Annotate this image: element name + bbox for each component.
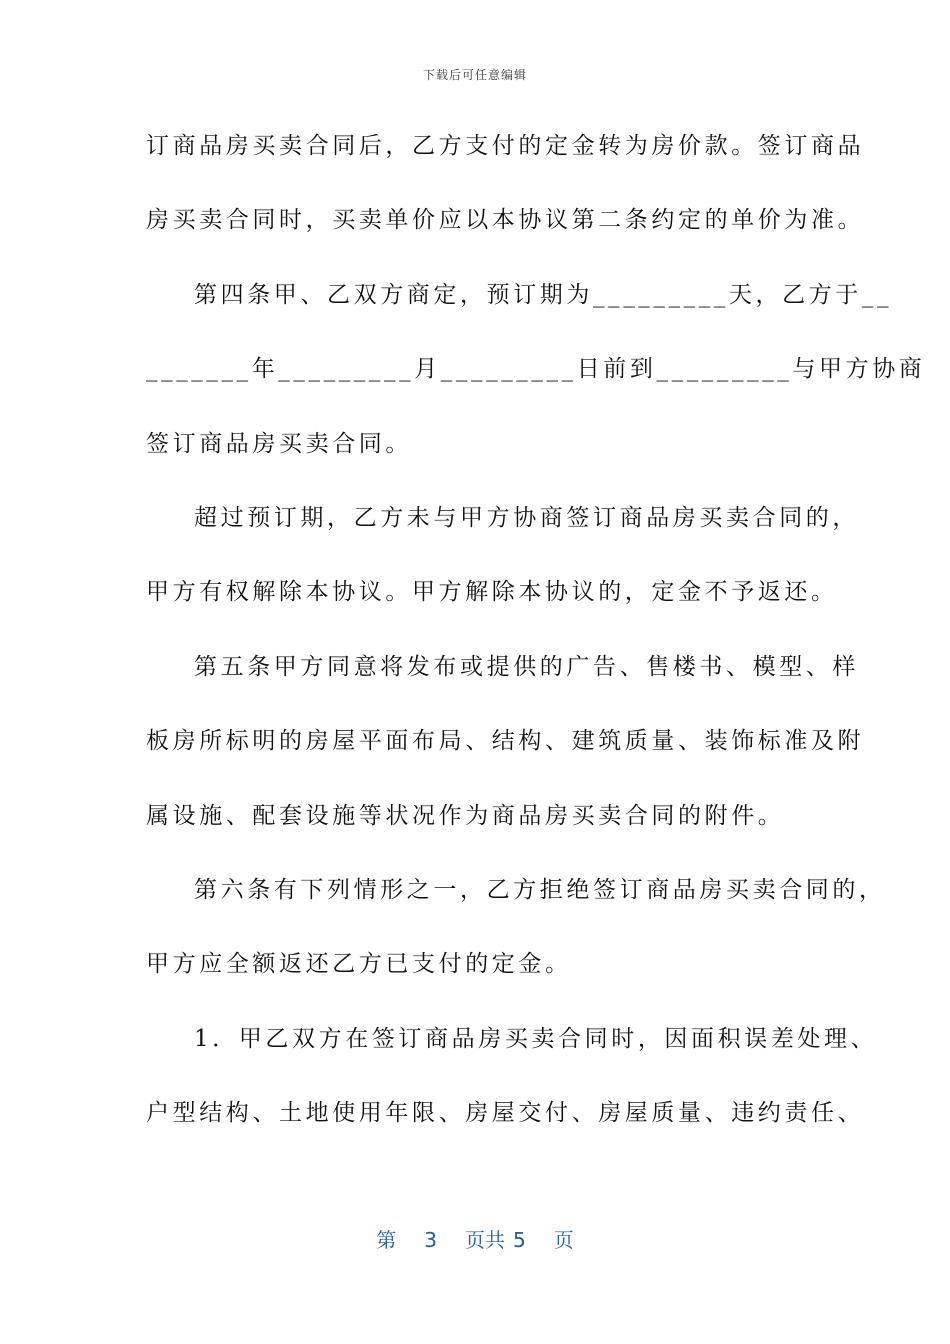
- text-line: 户型结构、土地使用年限、房屋交付、房屋质量、违约责任、: [146, 1100, 865, 1127]
- text-line: 超过预订期，乙方未与甲方协商签订商品房买卖合同的，: [194, 504, 859, 531]
- footer-middle: 页共: [465, 1228, 505, 1252]
- text-line: 签订商品房买卖合同。: [146, 430, 412, 457]
- text-line: 甲方有权解除本协议。甲方解除本协议的，定金不予返还。: [146, 579, 838, 606]
- text-line: 第四条甲、乙双方商定，预订期为_________天，乙方于__: [194, 281, 893, 308]
- footer-total-pages: 5: [513, 1228, 526, 1252]
- page-header: 下载后可任意编辑: [422, 68, 527, 82]
- text-line: 甲方应全额返还乙方已支付的定金。: [146, 951, 572, 978]
- text-line: 订商品房买卖合同后，乙方支付的定金转为房价款。签订商品: [146, 133, 865, 159]
- document-body: [146, 126, 926, 1167]
- footer-page-number: 3: [424, 1228, 437, 1252]
- text-line: 属设施、配套设施等状况作为商品房买卖合同的附件。: [146, 802, 785, 829]
- footer-suffix: 页: [553, 1228, 574, 1252]
- text-line: _______年_________月_________日前到_________与甲方协商: [146, 356, 926, 383]
- text-line: 第五条甲方同意将发布或提供的广告、售楼书、模型、样: [194, 653, 859, 680]
- text-line: 板房所标明的房屋平面布局、结构、建筑质量、装饰标准及附: [146, 728, 865, 755]
- page-footer: [0, 1224, 950, 1253]
- text-line: 房买卖合同时，买卖单价应以本协议第二条约定的单价为准。: [146, 207, 865, 234]
- footer-prefix: 第: [376, 1228, 397, 1252]
- text-line: 1．甲乙双方在签订商品房买卖合同时，因面积误差处理、: [194, 1025, 878, 1052]
- text-line: 第六条有下列情形之一，乙方拒绝签订商品房买卖合同的，: [194, 876, 886, 903]
